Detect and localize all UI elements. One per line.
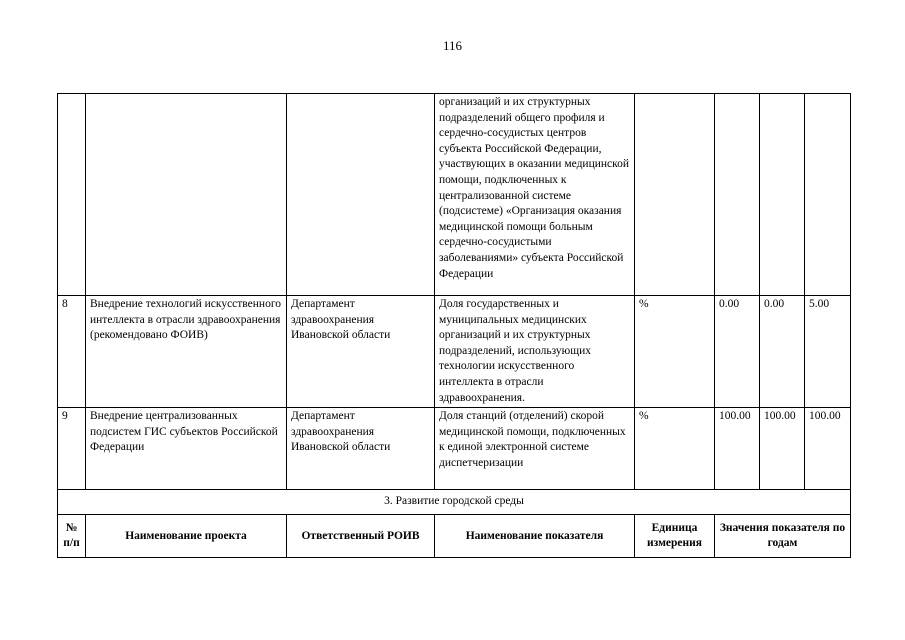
table-row	[58, 408, 851, 490]
indicator-name: Доля станций (отделений) скорой медицинской помощи, подключенных к единой электронной системе диспетчеризации	[435, 408, 635, 490]
value-year-3: 5.00	[805, 296, 851, 408]
unit: %	[635, 408, 715, 490]
row-number: 9	[58, 408, 86, 490]
header-project: Наименование проекта	[86, 515, 287, 558]
value-year-1	[715, 94, 760, 296]
table-row	[58, 296, 851, 408]
row-number	[58, 94, 86, 296]
section-row	[58, 490, 851, 515]
project-name: Внедрение технологий искусственного интеллекта в отрасли здравоохранения (рекомендовано ФОИВ)	[86, 296, 287, 408]
header-unit: Единица измерения	[635, 515, 715, 558]
value-year-3: 100.00	[805, 408, 851, 490]
header-responsible: Ответственный РОИВ	[287, 515, 435, 558]
value-year-1: 0.00	[715, 296, 760, 408]
header-values: Значения показателя по годам	[715, 515, 851, 558]
table-row	[58, 94, 851, 296]
row-number: 8	[58, 296, 86, 408]
responsible-body: Департамент здравоохранения Ивановской области	[287, 408, 435, 490]
unit	[635, 94, 715, 296]
responsible-body: Департамент здравоохранения Ивановской области	[287, 296, 435, 408]
unit: %	[635, 296, 715, 408]
section-title: 3. Развитие городской среды	[58, 490, 851, 515]
header-num: № п/п	[58, 515, 86, 558]
header-indicator: Наименование показателя	[435, 515, 635, 558]
value-year-2: 100.00	[760, 408, 805, 490]
indicator-name: организаций и их структурных подразделений общего профиля и сердечно-сосудистых центров субъекта Российской Федерации, участвующих в оказании медицинской помощи, подключенных к централизованной системе (подсистеме) «Организация оказания медицинской помощи больным сердечно-сосудистыми заболеваниями» субъекта Российской Федерации	[435, 94, 635, 296]
header-row	[58, 515, 851, 558]
value-year-1: 100.00	[715, 408, 760, 490]
project-name	[86, 94, 287, 296]
page-number: 116	[442, 38, 463, 53]
value-year-2: 0.00	[760, 296, 805, 408]
value-year-2	[760, 94, 805, 296]
indicators-table	[57, 93, 851, 558]
value-year-3	[805, 94, 851, 296]
project-name: Внедрение централизованных подсистем ГИС субъектов Российской Федерации	[86, 408, 287, 490]
indicator-name: Доля государственных и муниципальных медицинских организаций и их структурных подразделений, использующих технологии искусственного интеллекта в отрасли здравоохранения.	[435, 296, 635, 408]
responsible-body	[287, 94, 435, 296]
